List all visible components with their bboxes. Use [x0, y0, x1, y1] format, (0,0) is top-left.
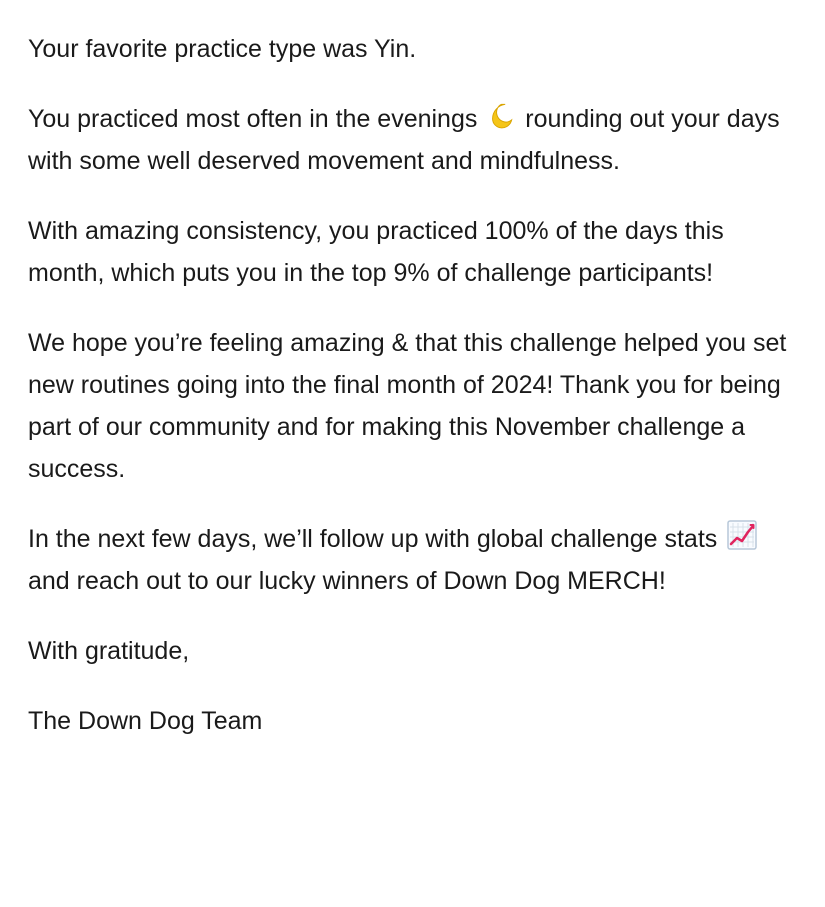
chart-increasing-icon [726, 519, 758, 551]
crescent-moon-icon [486, 101, 516, 131]
email-body [28, 28, 798, 770]
follow-up-text-after: and reach out to our lucky winners of Down Dog MERCH! [28, 567, 666, 595]
consistency-paragraph: With amazing consistency, you practiced 100% of the days this month, which puts you in the top 9% of challenge participants! [28, 217, 724, 287]
evening-text-after: rounding out your days with some well deserved movement and mindfulness. [28, 105, 780, 175]
gratitude-paragraph: We hope you’re feeling amazing & that this challenge helped you set new routines going into the final month of 2024! Thank you for being part of our community and for making this November challenge a success. [28, 329, 787, 483]
signature: The Down Dog Team [28, 707, 263, 735]
favorite-practice-paragraph: Your favorite practice type was Yin. [28, 35, 417, 63]
closing-line: With gratitude, [28, 637, 190, 665]
evening-text-before: You practiced most often in the evenings [28, 105, 478, 133]
follow-up-paragraph [28, 518, 798, 602]
evening-practice-paragraph [28, 98, 798, 182]
follow-up-text-before: In the next few days, we’ll follow up with global challenge stats [28, 525, 718, 553]
